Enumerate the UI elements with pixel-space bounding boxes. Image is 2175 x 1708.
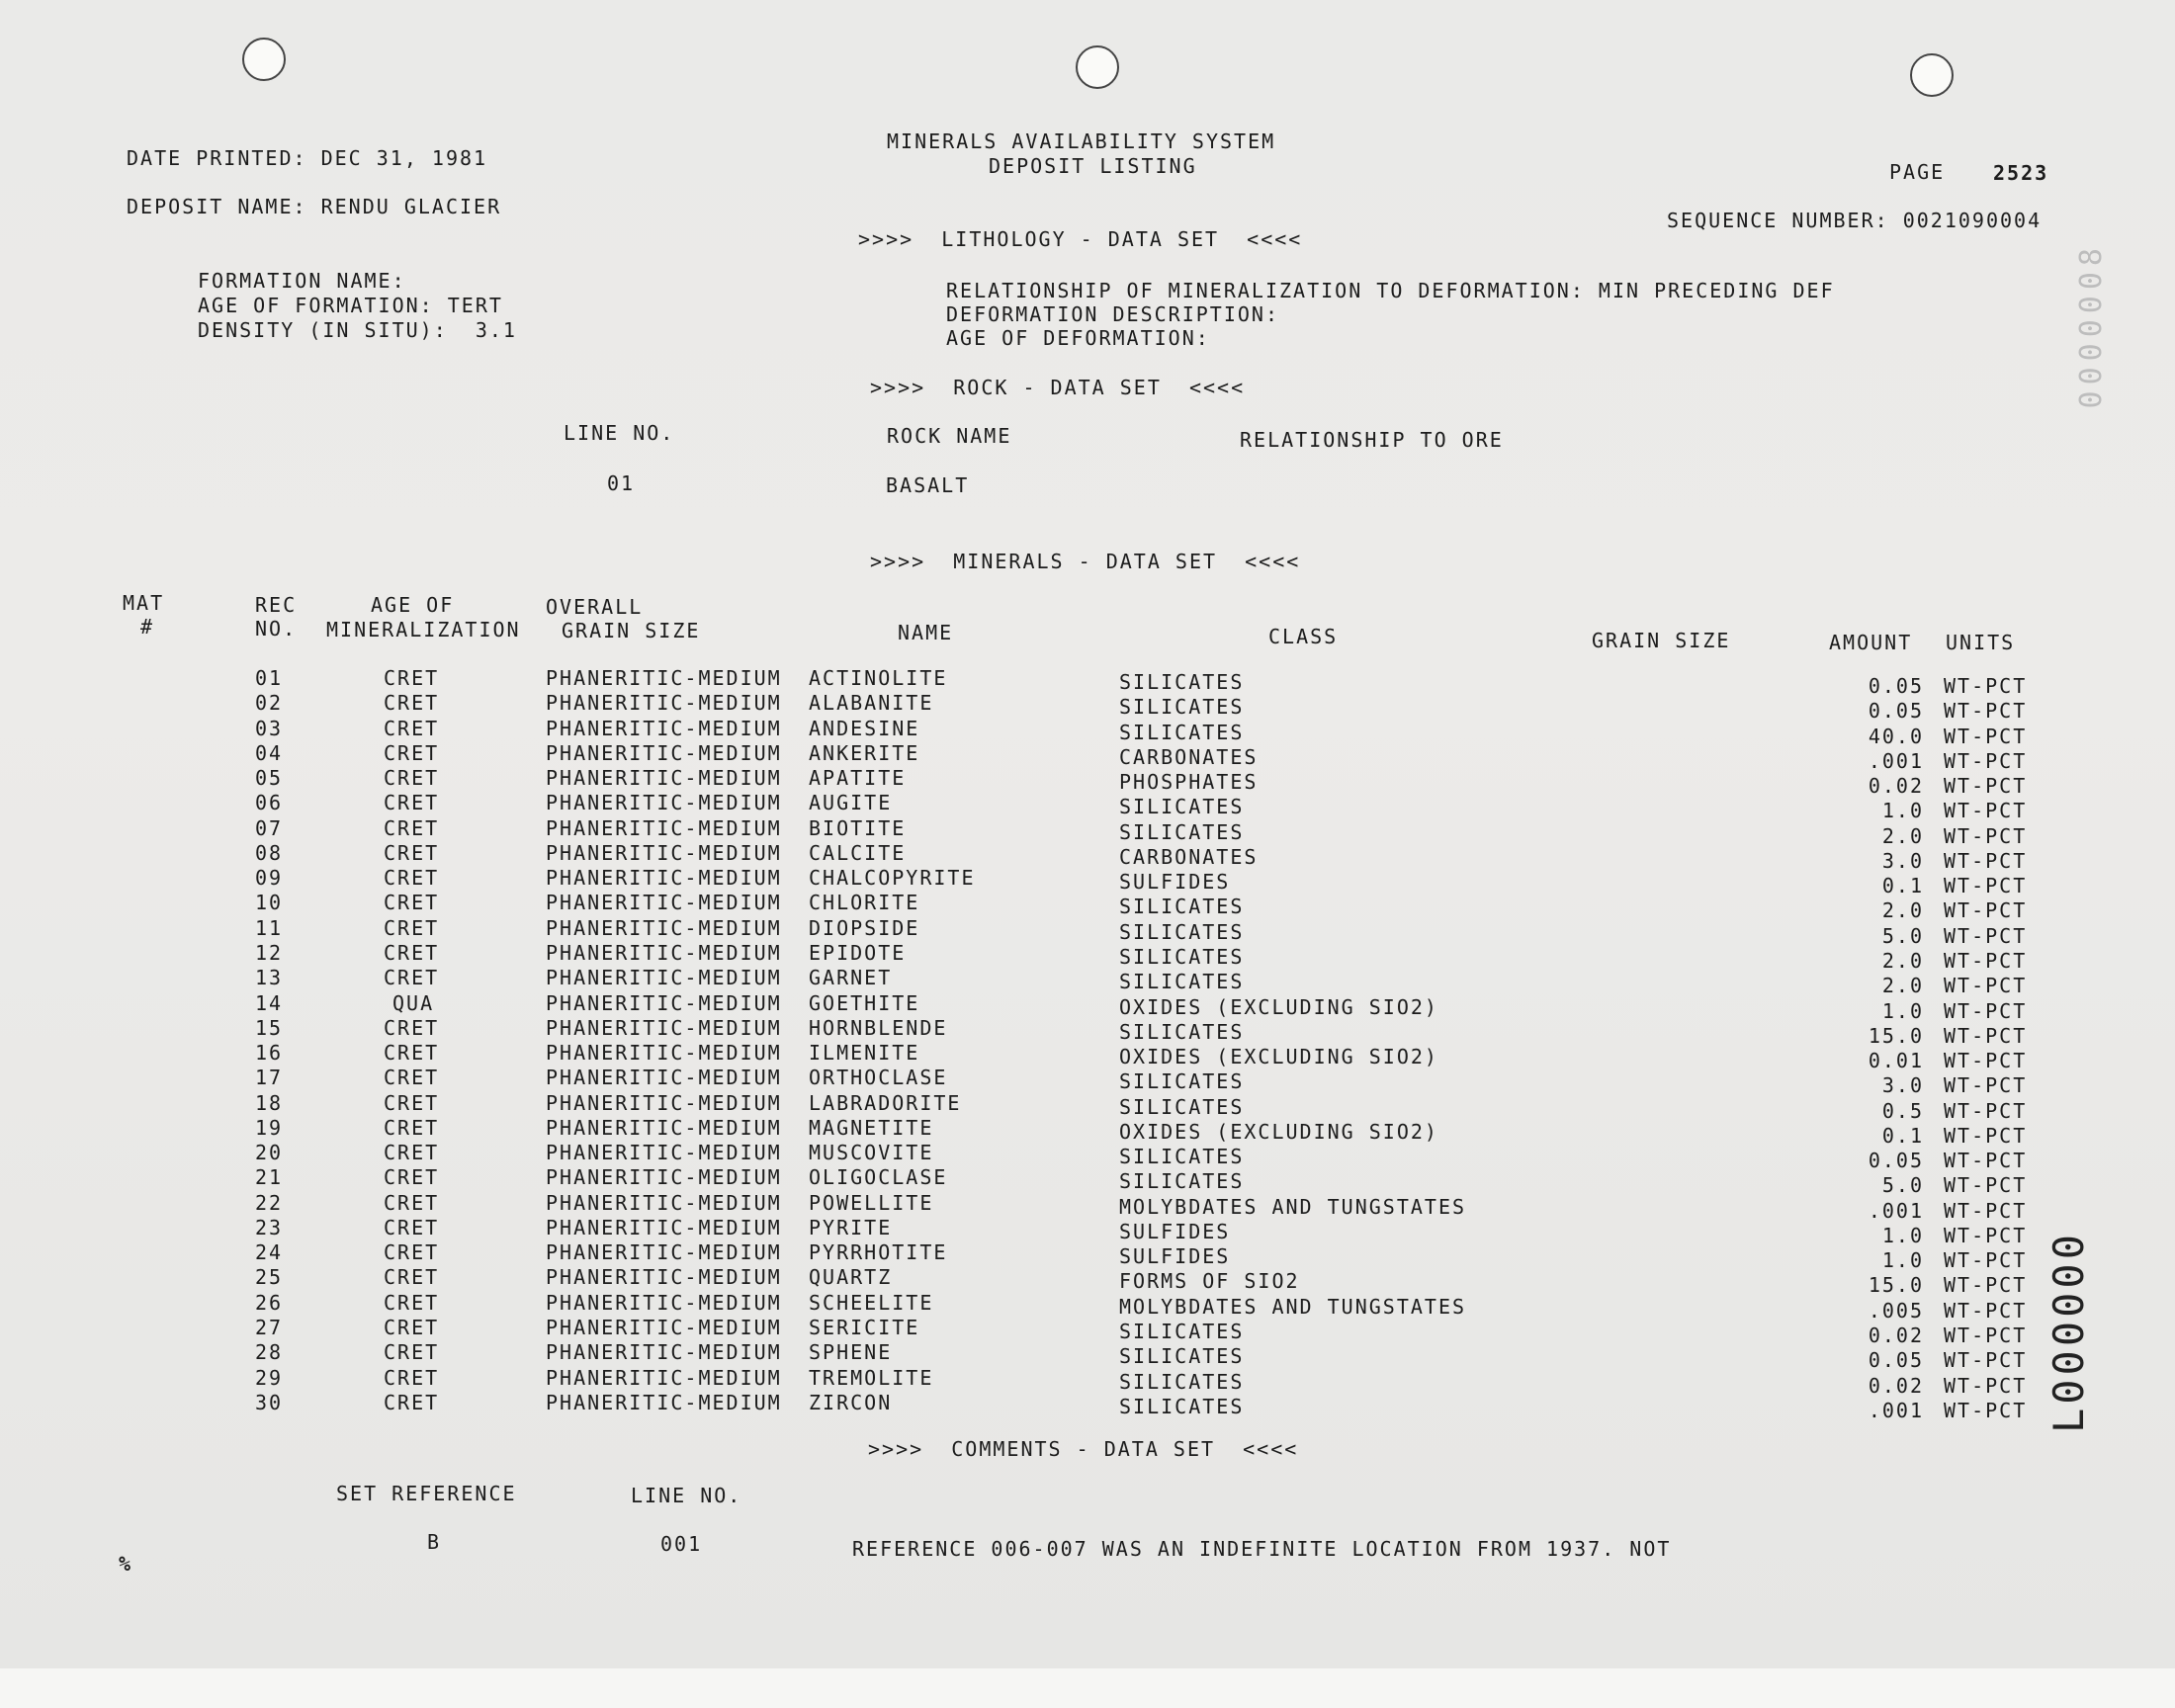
table-row: [0, 1141, 2175, 1173]
row-units: WT-PCT: [1944, 1273, 2028, 1298]
row-units: WT-PCT: [1944, 674, 2028, 698]
row-class: SILICATES: [1119, 1369, 1245, 1394]
deposit-name: DEPOSIT NAME: RENDU GLACIER: [127, 195, 502, 218]
row-rec-no: 02: [255, 691, 284, 716]
row-class: SULFIDES: [1119, 1244, 1231, 1269]
row-age: CRET: [384, 1165, 440, 1190]
col-amount: AMOUNT: [1829, 631, 1913, 654]
row-mineral-name: ANDESINE: [809, 716, 920, 740]
row-rec-no: 24: [255, 1240, 284, 1265]
row-amount: 40.0: [1868, 724, 1924, 748]
row-overall-grain-size: PHANERITIC-MEDIUM: [546, 866, 782, 891]
row-overall-grain-size: PHANERITIC-MEDIUM: [546, 791, 782, 815]
row-units: WT-PCT: [1944, 1248, 2028, 1273]
row-rec-no: 13: [255, 966, 284, 990]
row-rec-no: 05: [255, 766, 284, 791]
row-amount: 5.0: [1881, 923, 1924, 948]
row-age: CRET: [384, 1316, 440, 1340]
binder-hole-right: [1910, 53, 1954, 97]
table-row: [0, 1390, 2175, 1422]
row-age: CRET: [384, 666, 440, 690]
row-age: CRET: [384, 740, 440, 765]
row-overall-grain-size: PHANERITIC-MEDIUM: [546, 1365, 782, 1390]
col-mineralization: MINERALIZATION: [326, 618, 521, 641]
row-class: SILICATES: [1119, 1094, 1245, 1119]
row-rec-no: 28: [255, 1340, 284, 1365]
table-row: [0, 1316, 2175, 1348]
row-amount: 0.5: [1881, 1098, 1924, 1123]
row-mineral-name: PYRRHOTITE: [809, 1240, 948, 1265]
row-rec-no: 23: [255, 1215, 284, 1239]
table-row: [0, 966, 2175, 998]
row-age: CRET: [384, 1090, 440, 1115]
row-class: SILICATES: [1119, 1019, 1245, 1044]
formation-name: FORMATION NAME:: [198, 269, 406, 293]
row-units: WT-PCT: [1944, 1123, 2028, 1148]
table-row: [0, 766, 2175, 799]
row-age: CRET: [384, 1041, 440, 1066]
deformation-description: DEFORMATION DESCRIPTION:: [946, 302, 1279, 326]
row-overall-grain-size: PHANERITIC-MEDIUM: [546, 1141, 782, 1165]
row-units: WT-PCT: [1944, 1348, 2028, 1373]
row-amount: 2.0: [1881, 974, 1924, 998]
row-mineral-name: AUGITE: [809, 791, 893, 815]
row-rec-no: 10: [255, 891, 284, 915]
row-overall-grain-size: PHANERITIC-MEDIUM: [546, 766, 782, 791]
row-units: WT-PCT: [1944, 998, 2028, 1023]
row-mineral-name: CHLORITE: [809, 891, 920, 915]
row-class: SILICATES: [1119, 670, 1245, 694]
row-units: WT-PCT: [1944, 848, 2028, 873]
table-row: [0, 866, 2175, 898]
row-class: SILICATES: [1119, 795, 1245, 819]
row-amount: 1.0: [1881, 1223, 1924, 1247]
lithology-heading: >>>> LITHOLOGY - DATA SET <<<<: [858, 227, 1303, 251]
row-age: CRET: [384, 915, 440, 940]
row-mineral-name: QUARTZ: [809, 1265, 893, 1290]
row-rec-no: 22: [255, 1190, 284, 1215]
row-age: CRET: [384, 1115, 440, 1140]
table-row: [0, 990, 2175, 1023]
row-mineral-name: MUSCOVITE: [809, 1141, 934, 1165]
row-age: CRET: [384, 1015, 440, 1040]
row-units: WT-PCT: [1944, 1173, 2028, 1198]
table-row: [0, 1290, 2175, 1323]
row-rec-no: 20: [255, 1141, 284, 1165]
row-units: WT-PCT: [1944, 1324, 2028, 1348]
row-mineral-name: PYRITE: [809, 1215, 893, 1239]
row-rec-no: 27: [255, 1316, 284, 1340]
row-class: SILICATES: [1119, 1320, 1245, 1344]
row-age: CRET: [384, 1240, 440, 1265]
col-age-of: AGE OF: [371, 593, 455, 617]
row-overall-grain-size: PHANERITIC-MEDIUM: [546, 966, 782, 990]
row-age: CRET: [384, 815, 440, 840]
row-mineral-name: TREMOLITE: [809, 1365, 934, 1390]
row-age: CRET: [384, 840, 440, 865]
col-overall: OVERALL: [546, 595, 644, 619]
table-row: [0, 1115, 2175, 1148]
row-class: MOLYBDATES AND TUNGSTATES: [1119, 1194, 1467, 1219]
row-units: WT-PCT: [1944, 1049, 2028, 1073]
row-amount: 2.0: [1881, 948, 1924, 973]
row-overall-grain-size: PHANERITIC-MEDIUM: [546, 1340, 782, 1365]
row-units: WT-PCT: [1944, 823, 2028, 848]
table-row: [0, 940, 2175, 973]
row-units: WT-PCT: [1944, 1298, 2028, 1323]
row-amount: 0.05: [1868, 1348, 1924, 1373]
row-mineral-name: SPHENE: [809, 1340, 893, 1365]
row-overall-grain-size: PHANERITIC-MEDIUM: [546, 840, 782, 865]
row-class: SULFIDES: [1119, 870, 1231, 895]
comments-heading: >>>> COMMENTS - DATA SET <<<<: [868, 1437, 1299, 1461]
col-mat-hash: #: [140, 615, 155, 639]
comments-col-set-reference: SET REFERENCE: [336, 1482, 517, 1505]
row-class: SILICATES: [1119, 895, 1245, 919]
row-units: WT-PCT: [1944, 1373, 2028, 1398]
row-amount: 15.0: [1868, 1273, 1924, 1298]
row-overall-grain-size: PHANERITIC-MEDIUM: [546, 716, 782, 740]
row-mineral-name: ALABANITE: [809, 691, 934, 716]
row-rec-no: 26: [255, 1290, 284, 1315]
rock-name: BASALT: [886, 473, 970, 497]
row-age: CRET: [384, 1066, 440, 1090]
table-row: [0, 1041, 2175, 1073]
row-overall-grain-size: PHANERITIC-MEDIUM: [546, 891, 782, 915]
row-rec-no: 08: [255, 840, 284, 865]
row-amount: 0.05: [1868, 699, 1924, 724]
comments-line-no: 001: [660, 1532, 703, 1556]
system-title: MINERALS AVAILABILITY SYSTEM: [887, 129, 1276, 153]
row-age: CRET: [384, 1190, 440, 1215]
row-mineral-name: SCHEELITE: [809, 1290, 934, 1315]
age-of-deformation: AGE OF DEFORMATION:: [946, 326, 1210, 350]
col-rec: REC: [255, 593, 298, 617]
row-rec-no: 11: [255, 915, 284, 940]
row-mineral-name: APATITE: [809, 766, 907, 791]
row-amount: 0.05: [1868, 1149, 1924, 1173]
row-rec-no: 18: [255, 1090, 284, 1115]
row-amount: .001: [1868, 1198, 1924, 1223]
table-row: [0, 1240, 2175, 1273]
row-mineral-name: HORNBLENDE: [809, 1015, 948, 1040]
row-rec-no: 09: [255, 866, 284, 891]
row-rec-no: 15: [255, 1015, 284, 1040]
col-rec-no: NO.: [255, 617, 298, 640]
row-rec-no: 06: [255, 791, 284, 815]
row-mineral-name: CHALCOPYRITE: [809, 866, 976, 891]
row-amount: 0.02: [1868, 774, 1924, 799]
row-class: SILICATES: [1119, 1344, 1245, 1369]
row-age: CRET: [384, 866, 440, 891]
row-overall-grain-size: PHANERITIC-MEDIUM: [546, 1165, 782, 1190]
row-age: CRET: [384, 766, 440, 791]
page-label: PAGE: [1889, 160, 1946, 184]
row-units: WT-PCT: [1944, 1023, 2028, 1048]
row-overall-grain-size: PHANERITIC-MEDIUM: [546, 1265, 782, 1290]
row-mineral-name: SERICITE: [809, 1316, 920, 1340]
row-mineral-name: ACTINOLITE: [809, 666, 948, 690]
minerals-heading: >>>> MINERALS - DATA SET <<<<: [870, 550, 1301, 573]
row-overall-grain-size: PHANERITIC-MEDIUM: [546, 1090, 782, 1115]
row-mineral-name: BIOTITE: [809, 815, 907, 840]
row-rec-no: 04: [255, 740, 284, 765]
row-class: SILICATES: [1119, 1069, 1245, 1094]
col-grain-size: GRAIN SIZE: [1592, 629, 1731, 652]
row-age: CRET: [384, 1141, 440, 1165]
table-row: [0, 915, 2175, 948]
row-units: WT-PCT: [1944, 1098, 2028, 1123]
table-row: [0, 1365, 2175, 1398]
table-row: [0, 840, 2175, 873]
row-amount: 0.01: [1868, 1049, 1924, 1073]
row-class: CARBONATES: [1119, 744, 1259, 769]
row-amount: 1.0: [1881, 1248, 1924, 1273]
table-row: [0, 666, 2175, 698]
comments-col-line-no: LINE NO.: [631, 1484, 742, 1507]
row-class: SILICATES: [1119, 695, 1245, 720]
row-rec-no: 16: [255, 1041, 284, 1066]
table-row: [0, 716, 2175, 748]
rock-col-line-no: LINE NO.: [564, 421, 675, 445]
row-class: OXIDES (EXCLUDING SIO2): [1119, 994, 1438, 1019]
row-age: CRET: [384, 1390, 440, 1414]
row-age: CRET: [384, 1365, 440, 1390]
row-class: CARBONATES: [1119, 844, 1259, 869]
rock-line-no: 01: [607, 471, 636, 495]
row-overall-grain-size: PHANERITIC-MEDIUM: [546, 691, 782, 716]
col-name: NAME: [898, 621, 954, 644]
binder-hole-left: [242, 38, 286, 81]
row-mineral-name: ZIRCON: [809, 1390, 893, 1414]
table-row: [0, 740, 2175, 773]
row-rec-no: 07: [255, 815, 284, 840]
row-rec-no: 30: [255, 1390, 284, 1414]
row-rec-no: 21: [255, 1165, 284, 1190]
row-overall-grain-size: PHANERITIC-MEDIUM: [546, 1240, 782, 1265]
row-mineral-name: MAGNETITE: [809, 1115, 934, 1140]
table-row: [0, 1015, 2175, 1048]
row-units: WT-PCT: [1944, 948, 2028, 973]
row-class: SILICATES: [1119, 819, 1245, 844]
row-overall-grain-size: PHANERITIC-MEDIUM: [546, 1390, 782, 1414]
table-row: [0, 1165, 2175, 1198]
sequence-number: SEQUENCE NUMBER: 0021090004: [1667, 209, 2043, 232]
row-units: WT-PCT: [1944, 1198, 2028, 1223]
row-overall-grain-size: PHANERITIC-MEDIUM: [546, 1041, 782, 1066]
row-units: WT-PCT: [1944, 1223, 2028, 1247]
row-overall-grain-size: PHANERITIC-MEDIUM: [546, 1066, 782, 1090]
row-age: CRET: [384, 940, 440, 965]
col-mat: MAT: [123, 591, 165, 615]
row-amount: 3.0: [1881, 1073, 1924, 1098]
row-mineral-name: GARNET: [809, 966, 893, 990]
row-class: MOLYBDATES AND TUNGSTATES: [1119, 1294, 1467, 1319]
row-class: SILICATES: [1119, 1394, 1245, 1418]
row-mineral-name: EPIDOTE: [809, 940, 907, 965]
row-overall-grain-size: PHANERITIC-MEDIUM: [546, 990, 782, 1015]
rock-heading: >>>> ROCK - DATA SET <<<<: [870, 376, 1246, 399]
listing-title: DEPOSIT LISTING: [989, 154, 1197, 178]
row-units: WT-PCT: [1944, 898, 2028, 923]
row-units: WT-PCT: [1944, 1073, 2028, 1098]
film-stamp-upper: 0000008: [2074, 242, 2109, 409]
row-amount: 1.0: [1881, 998, 1924, 1023]
row-class: SILICATES: [1119, 944, 1245, 969]
row-overall-grain-size: PHANERITIC-MEDIUM: [546, 940, 782, 965]
row-overall-grain-size: PHANERITIC-MEDIUM: [546, 1316, 782, 1340]
date-printed: DATE PRINTED: DEC 31, 1981: [127, 146, 488, 170]
row-amount: 3.0: [1881, 848, 1924, 873]
row-units: WT-PCT: [1944, 774, 2028, 799]
row-amount: 0.02: [1868, 1324, 1924, 1348]
row-mineral-name: ORTHOCLASE: [809, 1066, 948, 1090]
table-row: [0, 1215, 2175, 1247]
row-age: CRET: [384, 1340, 440, 1365]
row-units: WT-PCT: [1944, 1149, 2028, 1173]
row-mineral-name: LABRADORITE: [809, 1090, 962, 1115]
row-rec-no: 14: [255, 990, 284, 1015]
table-row: [0, 891, 2175, 923]
row-units: WT-PCT: [1944, 874, 2028, 898]
row-amount: 15.0: [1868, 1023, 1924, 1048]
row-units: WT-PCT: [1944, 699, 2028, 724]
row-amount: 1.0: [1881, 799, 1924, 823]
row-rec-no: 29: [255, 1365, 284, 1390]
row-class: SULFIDES: [1119, 1219, 1231, 1243]
row-age: CRET: [384, 716, 440, 740]
row-rec-no: 17: [255, 1066, 284, 1090]
percent-mark: %: [119, 1552, 133, 1576]
row-mineral-name: GOETHITE: [809, 990, 920, 1015]
table-row: [0, 791, 2175, 823]
row-amount: 0.1: [1881, 874, 1924, 898]
row-amount: .001: [1868, 748, 1924, 773]
table-row: [0, 1090, 2175, 1123]
table-row: [0, 691, 2175, 724]
row-age: CRET: [384, 891, 440, 915]
comments-set-reference: B: [427, 1530, 442, 1554]
row-rec-no: 25: [255, 1265, 284, 1290]
table-row: [0, 1190, 2175, 1223]
rock-col-relationship: RELATIONSHIP TO ORE: [1240, 428, 1504, 452]
table-row: [0, 1066, 2175, 1098]
row-amount: 2.0: [1881, 823, 1924, 848]
row-age: CRET: [384, 791, 440, 815]
row-units: WT-PCT: [1944, 724, 2028, 748]
row-overall-grain-size: PHANERITIC-MEDIUM: [546, 1015, 782, 1040]
row-class: SILICATES: [1119, 1169, 1245, 1194]
row-overall-grain-size: PHANERITIC-MEDIUM: [546, 915, 782, 940]
comments-text: REFERENCE 006-007 WAS AN INDEFINITE LOCATION FROM 1937. NOT: [852, 1537, 1672, 1561]
row-units: WT-PCT: [1944, 799, 2028, 823]
row-class: OXIDES (EXCLUDING SIO2): [1119, 1045, 1438, 1069]
row-age: QUA: [392, 990, 435, 1015]
mineralization-relationship: RELATIONSHIP OF MINERALIZATION TO DEFORMATION: MIN PRECEDING DEF: [946, 279, 1835, 302]
row-class: FORMS OF SIO2: [1119, 1269, 1300, 1294]
row-class: SILICATES: [1119, 720, 1245, 744]
rock-col-rock-name: ROCK NAME: [887, 424, 1012, 448]
row-age: CRET: [384, 1290, 440, 1315]
col-grain-size-overall: GRAIN SIZE: [562, 619, 701, 642]
row-mineral-name: DIOPSIDE: [809, 915, 920, 940]
row-class: OXIDES (EXCLUDING SIO2): [1119, 1119, 1438, 1144]
film-stamp-lower: L000000: [2044, 1231, 2093, 1434]
row-overall-grain-size: PHANERITIC-MEDIUM: [546, 1290, 782, 1315]
table-row: [0, 1265, 2175, 1298]
row-age: CRET: [384, 966, 440, 990]
col-class: CLASS: [1268, 625, 1339, 648]
row-overall-grain-size: PHANERITIC-MEDIUM: [546, 815, 782, 840]
row-age: CRET: [384, 1215, 440, 1239]
density: DENSITY (IN SITU): 3.1: [198, 318, 517, 342]
row-amount: 5.0: [1881, 1173, 1924, 1198]
row-amount: 0.05: [1868, 674, 1924, 698]
row-units: WT-PCT: [1944, 923, 2028, 948]
row-age: CRET: [384, 691, 440, 716]
row-amount: 2.0: [1881, 898, 1924, 923]
col-units: UNITS: [1946, 631, 2016, 654]
row-overall-grain-size: PHANERITIC-MEDIUM: [546, 666, 782, 690]
row-mineral-name: OLIGOCLASE: [809, 1165, 948, 1190]
row-units: WT-PCT: [1944, 1398, 2028, 1422]
row-class: SILICATES: [1119, 1145, 1245, 1169]
table-row: [0, 815, 2175, 848]
row-overall-grain-size: PHANERITIC-MEDIUM: [546, 1115, 782, 1140]
row-amount: 0.1: [1881, 1123, 1924, 1148]
row-units: WT-PCT: [1944, 748, 2028, 773]
row-rec-no: 19: [255, 1115, 284, 1140]
row-rec-no: 12: [255, 940, 284, 965]
row-units: WT-PCT: [1944, 974, 2028, 998]
page-number: 2523: [1993, 161, 2049, 185]
row-overall-grain-size: PHANERITIC-MEDIUM: [546, 1190, 782, 1215]
row-overall-grain-size: PHANERITIC-MEDIUM: [546, 1215, 782, 1239]
row-amount: .001: [1868, 1398, 1924, 1422]
row-class: PHOSPHATES: [1119, 770, 1259, 795]
table-row: [0, 1340, 2175, 1373]
row-mineral-name: ANKERITE: [809, 740, 920, 765]
row-overall-grain-size: PHANERITIC-MEDIUM: [546, 740, 782, 765]
age-of-formation: AGE OF FORMATION: TERT: [198, 294, 503, 317]
row-mineral-name: POWELLITE: [809, 1190, 934, 1215]
row-class: SILICATES: [1119, 919, 1245, 944]
binder-hole-center: [1076, 45, 1119, 89]
row-mineral-name: CALCITE: [809, 840, 907, 865]
row-rec-no: 03: [255, 716, 284, 740]
row-amount: 0.02: [1868, 1373, 1924, 1398]
page-bottom-margin: [0, 1668, 2175, 1708]
row-age: CRET: [384, 1265, 440, 1290]
row-amount: .005: [1868, 1298, 1924, 1323]
row-class: SILICATES: [1119, 970, 1245, 994]
row-rec-no: 01: [255, 666, 284, 690]
row-mineral-name: ILMENITE: [809, 1041, 920, 1066]
